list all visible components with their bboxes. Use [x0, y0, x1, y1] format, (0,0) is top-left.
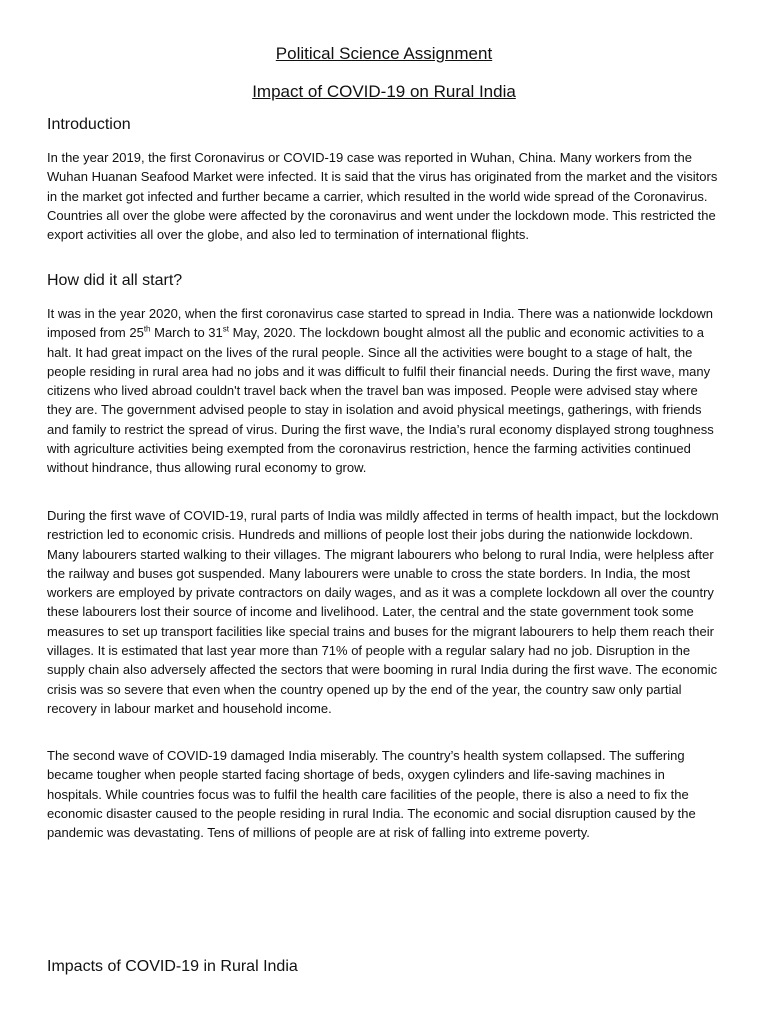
how-did-it-start-heading: How did it all start? — [47, 272, 183, 289]
impacts-heading: Impacts of COVID-19 in Rural India — [47, 958, 298, 975]
introduction-heading: Introduction — [47, 116, 131, 133]
first-wave-paragraph: During the first wave of COVID-19, rural parts of India was mildly affected in terms of health impact, but the lockdown restriction led to economic crisis. Hundreds and millions of people lost their jobs during the nationwide lockdown. Many labourers started walking to their villages. The migrant labourers who belong to rural India, were helpless after the railway and buses got suspended. Many labourers were unable to cross the state borders. In India, the most workers are employed by private contractors on daily wages, and as it was a complete lockdown all over the country these labourers lost their source of income and livelihood. Later, the central and the state government took some measures to set up transport facilities like special trains and buses for the migrant labourers to help them reach their villages. It is estimated that last year more than 71% of people with a regular salary had no job. Disruption in the supply chain also adversely affected the sectors that were booming in rural India during the first wave. The economic crisis was so severe that even when the country opened up by the end of the year, the country saw only partial recovery in labour market and household income. — [47, 508, 719, 716]
ordinal-superscript: st — [222, 324, 229, 334]
document-title: Political Science Assignment — [275, 44, 493, 63]
ordinal-superscript: th — [143, 324, 151, 334]
paragraph-text-part: It was in the year 2020, when the first coronavirus case started to spread in India. There was a nationwide lockdown imposed from 25 — [47, 306, 714, 341]
second-wave-paragraph: The second wave of COVID-19 damaged India miserably. The country’s health system collapsed. The suffering became tougher when people started facing shortage of beds, oxygen cylinders and life-saving machines in hospitals. While countries focus was to fulfil the health care facilities of the people, there is also a need to fix the economic disaster caused to the people residing in rural India. The economic and social disruption caused by the pandemic was devastating. Tens of millions of people are at risk of falling into extreme poverty. — [47, 748, 696, 841]
paragraph-text-part: March to 31 — [150, 325, 223, 341]
introduction-paragraph: In the year 2019, the first Coronavirus or COVID-19 case was reported in Wuhan, China. Many workers from the Wuhan Huanan Seafood Market were infected. It is said that the virus has originated from the market and the visitors in the market got infected and further became a carrier, which resulted in the world wide spread of the Coronavirus. Countries all over the globe were affected by the coronavirus and went under the lockdown mode. This restricted the export activities all over the globe, and also led to termination of international flights. — [47, 150, 718, 243]
document-subtitle: Impact of COVID-19 on Rural India — [252, 82, 516, 101]
paragraph-text-part: May, 2020. The lockdown bought almost all the public and economic activities to a halt. It had great impact on the lives of the rural people. Since all the activities were bought to a stage of halt, the people residing in rural area had no jobs and it was difficult to fulfil their financial needs. During the first wave, many citizens who lived abroad couldn't travel back when the travel ban was imposed. People were advised stay where they are. The government advised people to stay in isolation and avoid physical meetings, gatherings, with friends and family to restrict the spread of virus. During the first wave, the India’s rural economy displayed strong toughness with agriculture activities being exempted from the coronavirus restriction, hence the farming activities continued without hindrance, thus allowing rural economy to grow. — [47, 325, 714, 476]
how-did-it-start-paragraph-1 — [47, 304, 719, 478]
